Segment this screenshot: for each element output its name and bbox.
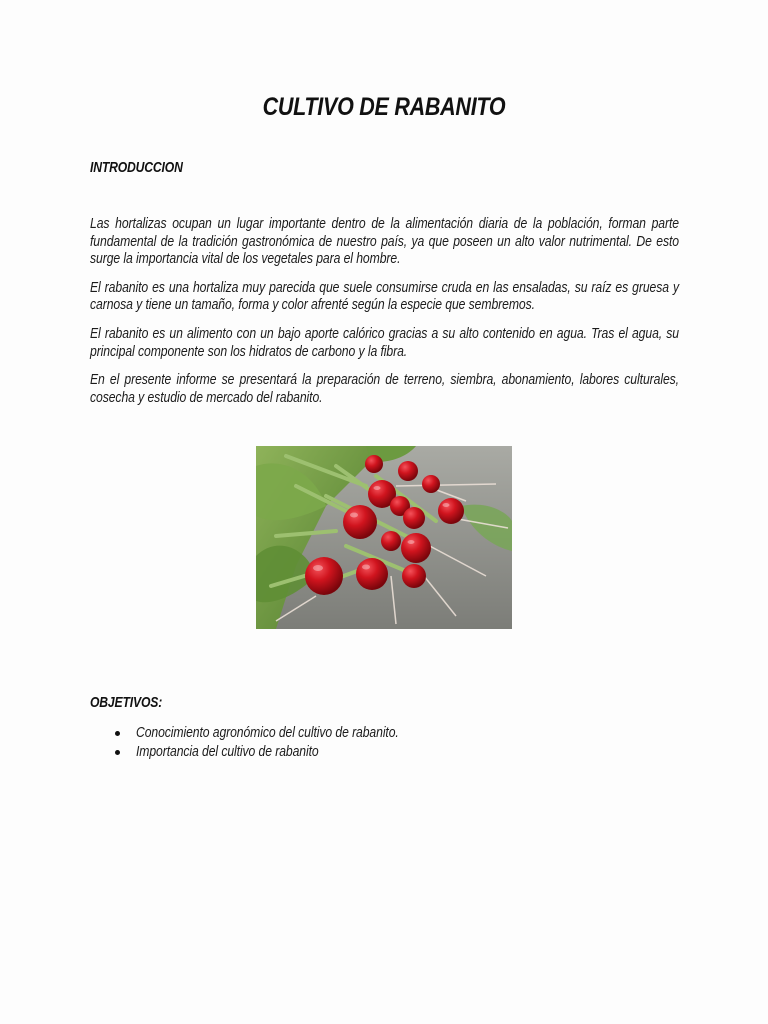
intro-paragraph-1: Las hortalizas ocupan un lugar importante dentro de la alimentación diaria de la población, forman parte fundamental de la tradición gastronómica de nuestro país, ya que poseen un alto valor nutrimental. De esto surge la importancia vital de los vegetales para el hombre. [90, 216, 679, 268]
intro-paragraph-2: El rabanito es una hortaliza muy parecida que suele consumirse cruda en las ensaladas, su raíz es gruesa y carnosa y tiene un tamaño, forma y color afrenté según la especie que sembremos. [90, 279, 679, 314]
radish-bunch-image [256, 446, 512, 629]
bullet-icon [115, 750, 120, 755]
bullet-icon [115, 731, 120, 736]
objectives-heading: OBJETIVOS: [90, 695, 163, 711]
objective-text: Importancia del cultivo de rabanito [136, 744, 319, 760]
radish-photo [256, 446, 512, 629]
document-title: CULTIVO DE RABANITO [262, 93, 506, 121]
objective-text: Conocimiento agronómico del cultivo de rabanito. [136, 725, 399, 741]
intro-paragraph-3: El rabanito es un alimento con un bajo aporte calórico gracias a su alto contenido en agua. Tras el agua, su principal componente son los hidratos de carbono y la fibra. [90, 325, 679, 360]
introduction-heading: INTRODUCCION [90, 160, 183, 176]
intro-paragraph-4: En el presente informe se presentará la preparación de terreno, siembra, abonamiento, labores culturales, cosecha y estudio de mercado del rabanito. [90, 372, 679, 406]
introduction-body [90, 216, 679, 418]
